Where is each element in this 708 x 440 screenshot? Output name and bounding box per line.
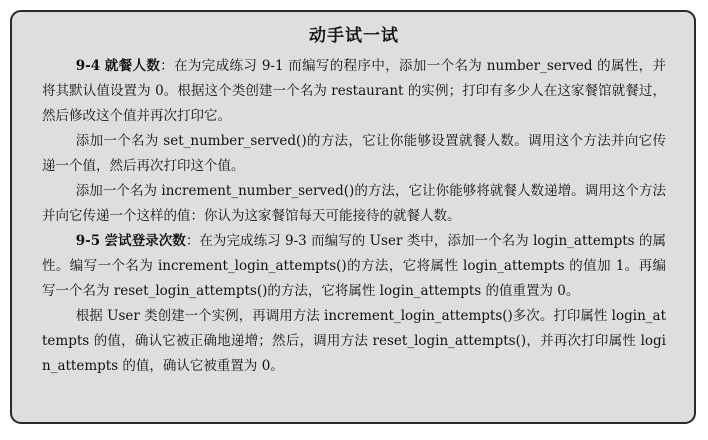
exercise-9-5-paragraph	[42, 229, 666, 304]
paragraph: 添加一个名为 increment_number_served()的方法，它让你能够将就餐人数递增。调用这个方法并向它传递一个这样的值：你认为这家餐馆每天可能接待的就餐人数。	[42, 183, 666, 224]
paragraph: 添加一个名为 set_number_served()的方法，它让你能够设置就餐人数。调用这个方法并向它传递一个值，然后再次打印这个值。	[42, 133, 666, 174]
exercise-9-4-paragraph	[42, 54, 666, 129]
exercise-box	[10, 10, 696, 424]
exercise-name: 就餐人数	[104, 58, 161, 74]
box-title: 动手试一试	[309, 26, 399, 46]
exercise-name: 尝试登录次数	[104, 233, 186, 249]
exercise-number: 9-5	[75, 233, 101, 249]
paragraph: 根据 User 类创建一个实例，再调用方法 increment_login_attempts()多次。打印属性 login_attempts 的值，确认它被正确地递增；然后，调用方法 reset_login_attempts()，并再次打印属性 login_attempts 的值，确认它被重置为 0。	[42, 308, 666, 374]
exercise-number: 9-4	[75, 58, 101, 74]
exercise-text: ：在为完成练习 9-3 而编写的 User 类中，添加一个名为 login_attempts 的属性。编写一个名为 increment_login_attempts()的方法，它将属性 login_attempts 的值加 1。再编写一个名为 reset_login_attempts()的方法，它将属性 login_attempts 的值重置为 0。	[42, 233, 666, 299]
exercise-text: ：在为完成练习 9-1 而编写的程序中，添加一个名为 number_served 的属性，并将其默认值设置为 0。根据这个类创建一个名为 restaurant 的实例；打印有多少人在这家餐馆就餐过，然后修改这个值并再次打印它。	[42, 58, 667, 124]
